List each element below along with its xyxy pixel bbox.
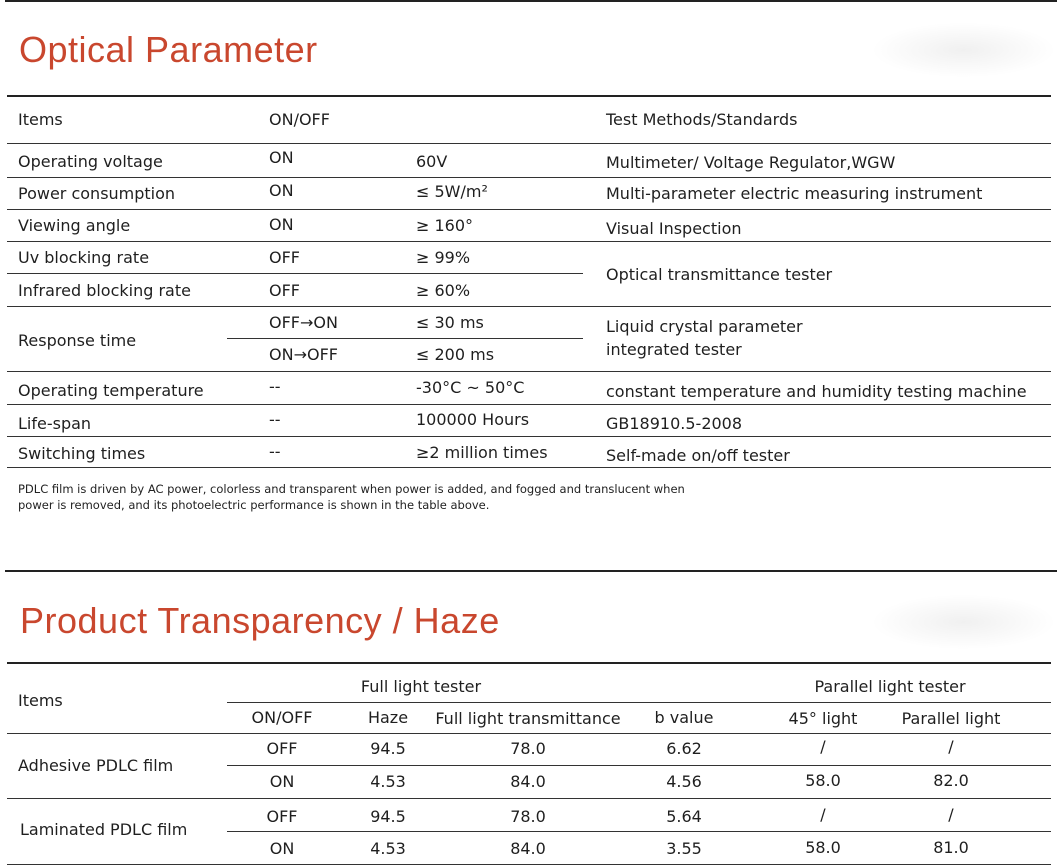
row-state: ON→OFF <box>269 345 338 364</box>
cell-parallel: / <box>948 805 954 824</box>
cell-b: 4.56 <box>666 772 702 791</box>
row-state: OFF <box>269 248 300 267</box>
row-value: -30°C ~ 50°C <box>416 378 525 397</box>
header-full-trans: Full light transmittance <box>435 709 621 728</box>
row-state: -- <box>269 410 281 429</box>
cell-full: 78.0 <box>510 739 546 758</box>
cell-45: 58.0 <box>805 838 841 857</box>
cell-state: OFF <box>266 739 298 758</box>
cell-state: ON <box>269 772 295 791</box>
header-items: Items <box>18 110 63 129</box>
row-value: ≥ 160° <box>416 216 474 235</box>
row-method: Multimeter/ Voltage Regulator,WGW <box>606 153 896 172</box>
row-state: ON <box>269 215 294 234</box>
header-45-light: 45° light <box>788 709 858 728</box>
header-parallel-group: Parallel light tester <box>814 677 966 696</box>
row-divider-partial <box>227 831 1051 832</box>
top-rule <box>5 0 1057 2</box>
row-divider <box>7 209 1051 210</box>
row-value: ≤ 30 ms <box>416 313 484 332</box>
row-divider <box>7 306 1051 307</box>
header-onoff: ON/OFF <box>251 708 313 727</box>
row-divider <box>7 798 1051 799</box>
row-value: ≤ 5W/m² <box>416 182 488 201</box>
cell-parallel: 81.0 <box>933 838 969 857</box>
row-item: Operating voltage <box>18 152 163 171</box>
table-bottom-rule <box>7 864 1051 865</box>
row-method: Self-made on/off tester <box>606 446 790 465</box>
page-title: Optical Parameter <box>19 29 318 70</box>
header-full-group: Full light tester <box>360 677 482 696</box>
row-value: 100000 Hours <box>416 410 530 429</box>
cell-b: 3.55 <box>666 839 702 858</box>
table-top-rule <box>7 662 1051 664</box>
row-divider <box>7 177 1051 178</box>
row-value: ≥ 60% <box>416 281 471 300</box>
cell-full: 84.0 <box>510 772 546 791</box>
row-state: -- <box>269 377 281 396</box>
group-name: Laminated PDLC film <box>20 820 188 839</box>
row-divider-partial <box>227 338 583 339</box>
row-state: ON <box>269 181 294 200</box>
row-item: Infrared blocking rate <box>18 281 191 300</box>
row-method: Visual Inspection <box>606 219 742 238</box>
row-item: Switching times <box>18 444 146 463</box>
cell-parallel: / <box>948 737 954 756</box>
header-onoff: ON/OFF <box>269 110 330 129</box>
cell-45: / <box>820 805 826 824</box>
row-method-merged: Optical transmittance tester <box>606 265 833 284</box>
row-divider <box>7 371 1051 372</box>
cell-45: 58.0 <box>805 771 841 790</box>
row-method: Multi-parameter electric measuring instrument <box>606 184 983 203</box>
row-item: Life-span <box>18 414 92 433</box>
row-method-line1: Liquid crystal parameter <box>606 317 803 336</box>
footnote-line2: power is removed, and its photoelectric performance is shown in the table above. <box>18 498 490 512</box>
row-value: ≤ 200 ms <box>416 345 495 364</box>
header-divider <box>7 733 1051 734</box>
cell-parallel: 82.0 <box>933 771 969 790</box>
cell-state: ON <box>269 839 295 858</box>
row-method: GB18910.5-2008 <box>606 414 743 433</box>
row-value: ≥2 million times <box>416 443 548 462</box>
row-state: OFF→ON <box>269 313 338 332</box>
row-divider <box>7 404 1051 405</box>
decorative-shadow <box>870 22 1057 78</box>
cell-full: 84.0 <box>510 839 546 858</box>
cell-full: 78.0 <box>510 807 546 826</box>
cell-haze: 94.5 <box>370 739 406 758</box>
row-item: Response time <box>18 331 137 350</box>
row-item: Uv blocking rate <box>18 248 150 267</box>
table-top-rule <box>7 95 1051 97</box>
row-value: ≥ 99% <box>416 248 471 267</box>
header-haze: Haze <box>367 708 409 727</box>
row-state: ON <box>269 148 294 167</box>
cell-haze: 4.53 <box>370 772 406 791</box>
header-divider <box>7 143 1051 144</box>
row-value: 60V <box>416 152 448 171</box>
row-state: -- <box>269 442 281 461</box>
row-divider-partial <box>227 765 1051 766</box>
cell-state: OFF <box>266 807 298 826</box>
row-divider <box>7 241 1051 242</box>
header-parallel: Parallel light <box>901 709 1001 728</box>
header-b-value: b value <box>654 708 714 727</box>
cell-45: / <box>820 737 826 756</box>
header-items: Items <box>18 691 63 710</box>
cell-haze: 4.53 <box>370 839 406 858</box>
decorative-shadow <box>870 594 1057 650</box>
row-state: OFF <box>269 281 300 300</box>
row-item: Power consumption <box>18 184 176 203</box>
row-divider <box>7 436 1051 437</box>
header-methods: Test Methods/Standards <box>606 110 798 129</box>
row-item: Operating temperature <box>18 381 204 400</box>
cell-b: 5.64 <box>666 807 702 826</box>
footnote-line1: PDLC film is driven by AC power, colorless and transparent when power is added, and fogged and translucent when <box>18 482 685 496</box>
group-divider <box>227 702 1051 703</box>
cell-haze: 94.5 <box>370 807 406 826</box>
table-bottom-rule <box>7 467 1051 468</box>
row-item: Viewing angle <box>18 216 131 235</box>
row-divider-partial <box>7 273 583 274</box>
row-method-line2: integrated tester <box>606 340 742 359</box>
section-title: Product Transparency / Haze <box>20 600 500 641</box>
group-name: Adhesive PDLC film <box>18 756 174 775</box>
row-method: constant temperature and humidity testing machine <box>606 382 1027 401</box>
cell-b: 6.62 <box>666 739 702 758</box>
section-rule <box>5 570 1057 572</box>
